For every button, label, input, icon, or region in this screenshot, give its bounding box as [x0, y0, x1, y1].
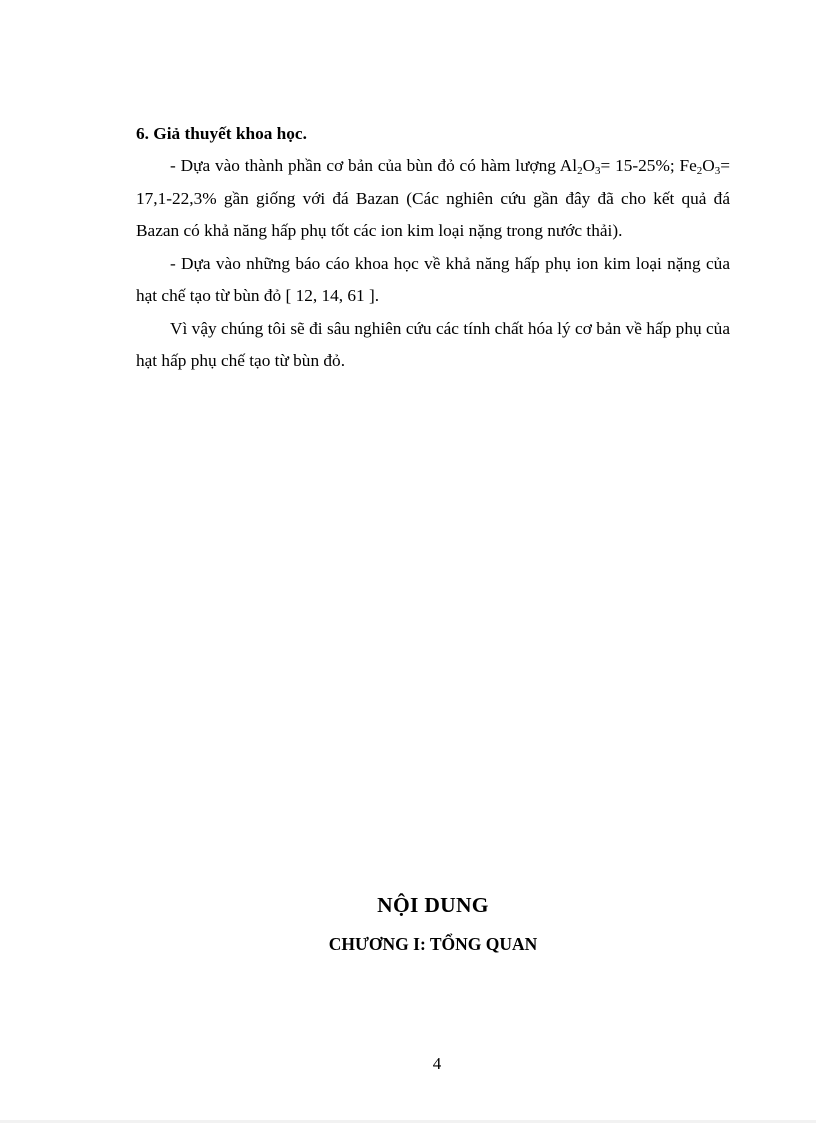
formula-al2o3-sub-2: 2 [577, 165, 583, 177]
formula-fe2o3-sub-2: 2 [696, 165, 703, 177]
formula-fe2o3-fe: Fe [679, 156, 697, 175]
page-number: 4 [432, 1054, 442, 1073]
paragraph-composition-rest: = 17,1-22,3% gần giống với đá Bazan (Các nghiên cứu gần đây đã cho kết quả đá Bazan có khả năng hấp phụ tốt các ion kim loại nặng trong nước thải). [136, 156, 731, 240]
body-text [136, 150, 730, 378]
formula-fe2o3-o: O [702, 156, 715, 175]
paragraph-composition [136, 150, 730, 248]
formula-al2o3 [560, 156, 601, 175]
chapter-title: CHƯƠNG I: TỔNG QUAN [328, 934, 538, 954]
formula-al2o3-al: Al [559, 156, 578, 175]
content-title: NỘI DUNG [377, 893, 489, 917]
paragraph-conclusion: Vì vậy chúng tôi sẽ đi sâu nghiên cứu các tính chất hóa lý cơ bản về hấp phụ của hạt hấp phụ chế tạo từ bùn đỏ. [136, 318, 730, 370]
paragraph-reports: - Dựa vào những báo cáo khoa học về khả năng hấp phụ ion kim loại nặng của hạt chế tạo từ bùn đỏ [ 12, 14, 61 ]. [136, 253, 730, 305]
formula-al2o3-o: O [582, 156, 596, 175]
formula-al2o3-sub-3: 3 [595, 165, 601, 177]
al2o3-value: = 15-25%; [600, 156, 680, 175]
formula-fe2o3-sub-3: 3 [714, 165, 721, 177]
paragraph-composition-intro: - Dựa vào thành phần cơ bản của bùn đỏ có hàm lượng [170, 156, 560, 175]
section-heading: 6. Giả thuyết khoa học. [136, 124, 307, 143]
formula-fe2o3 [680, 156, 721, 175]
